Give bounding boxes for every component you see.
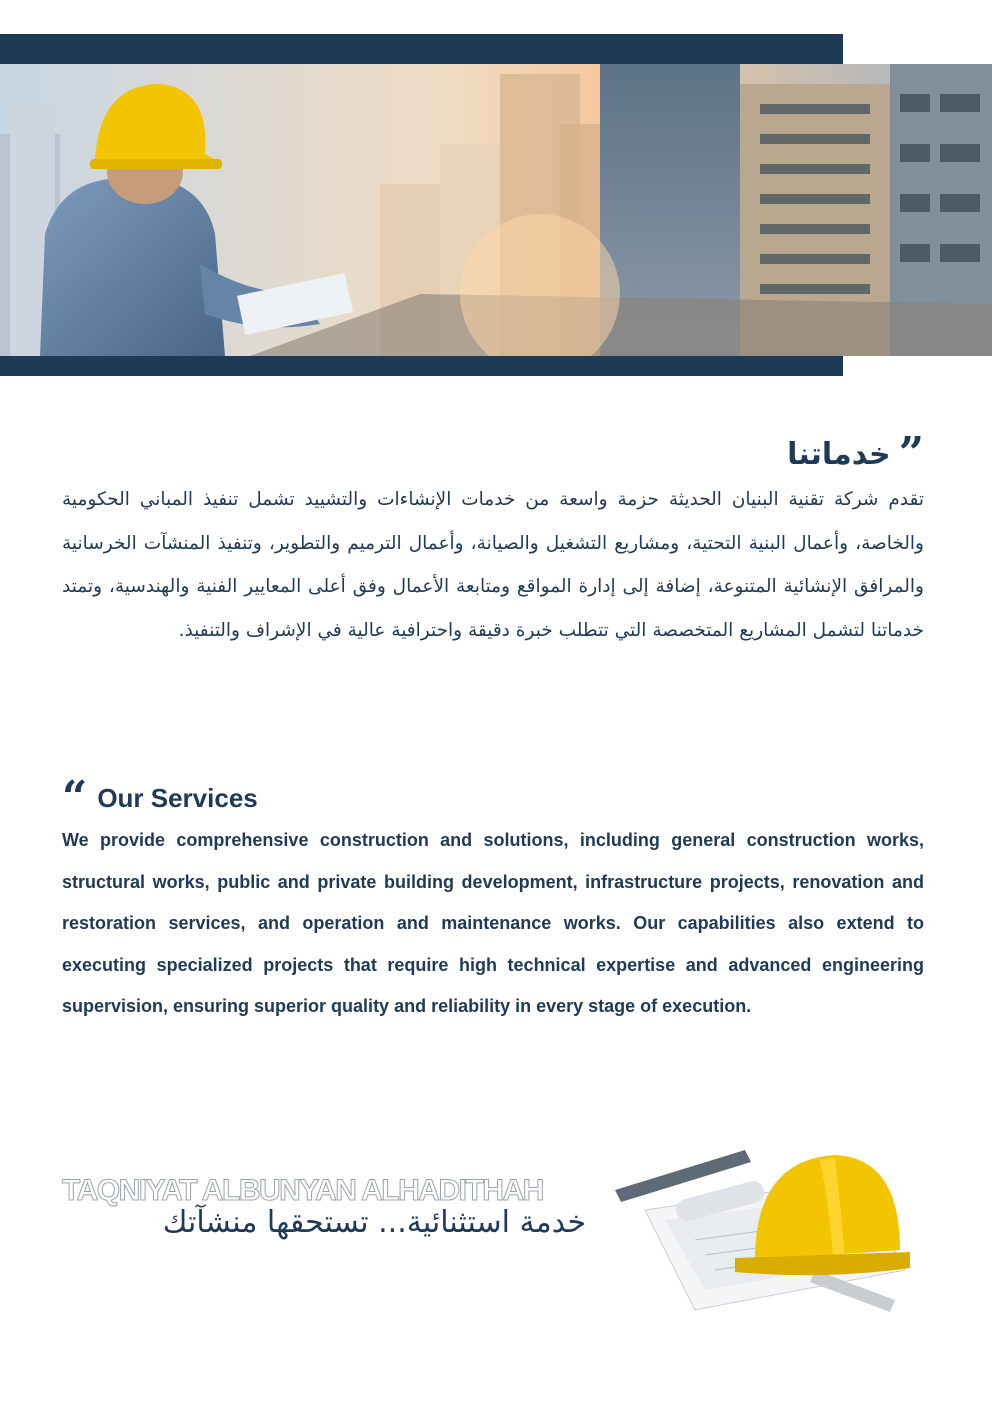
english-section-title: Our Services	[97, 782, 258, 813]
top-navy-band	[0, 34, 843, 64]
brand-name-latin: TAQNIYAT ALBUNYAN ALHADITHAH	[62, 1174, 543, 1207]
arabic-section-title: خدماتنا	[787, 436, 891, 472]
quote-open-icon: “	[62, 772, 88, 823]
arabic-services-section	[62, 428, 924, 652]
arabic-section-title-row	[62, 428, 924, 479]
english-section-title-row	[62, 772, 924, 823]
brand-slogan: خدمة استثنائية... تستحقها منشآتك	[162, 1205, 586, 1240]
english-services-section	[62, 772, 924, 1028]
english-services-paragraph: We provide comprehensive construction and solutions, including general construction works, structural works, public and private building development, infrastructure projects, renovation and restoration services, and operation and maintenance works. Our capabilities also extend to executing specialized projects that require high technical expertise and advanced engineering supervision, ensuring superior quality and reliability in every stage of execution.	[62, 830, 924, 1017]
quote-close-icon: ”	[898, 428, 924, 479]
engineer-cityscape-photo	[0, 64, 992, 356]
arabic-services-paragraph: تقدم شركة تقنية البنيان الحديثة حزمة واسعة من خدمات الإنشاءات والتشييد تشمل تنفيذ المباني الحكومية والخاصة، وأعمال البنية التحتية، ومشاريع التشغيل والصيانة، وأعمال الترميم والتطوير، وتنفيذ المنشآت الخرسانية والمرافق الإنشائية المتنوعة، إضافة إلى إدارة المواقع ومتابعة الأعمال وفق أعلى المعايير الفنية والهندسية، وتمتد خدماتنا لتشمل المشاريع المتخصصة التي تتطلب خبرة دقيقة واحترافية عالية في الإشراف والتنفيذ.	[62, 489, 924, 641]
bottom-navy-band	[0, 356, 843, 376]
hardhat-blueprint-icon	[605, 1140, 925, 1320]
hero-image	[0, 64, 992, 356]
